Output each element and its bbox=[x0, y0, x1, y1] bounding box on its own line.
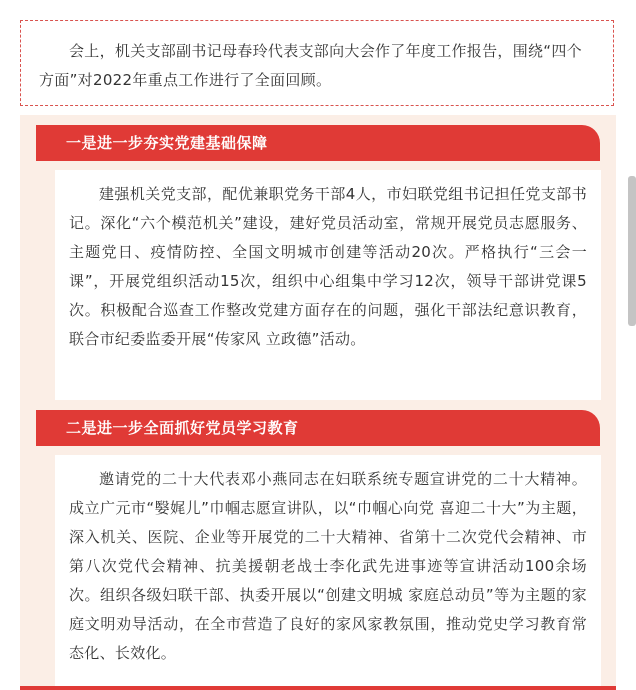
next-section-edge bbox=[20, 686, 616, 690]
section-title: 一是进一步夯实党建基础保障 bbox=[36, 125, 600, 161]
scrollbar[interactable] bbox=[628, 176, 636, 326]
intro-paragraph: 会上，机关支部副书记母春玲代表支部向大会作了年度工作报告，围绕“四个方面”对2022年重点工作进行了全面回顾。 bbox=[20, 20, 614, 106]
section-party-building bbox=[20, 115, 616, 400]
section-title: 二是进一步全面抓好党员学习教育 bbox=[36, 410, 600, 446]
section-body: 邀请党的二十大代表邓小燕同志在妇联系统专题宣讲党的二十大精神。成立广元市“嫛娓儿”巾帼志愿宣讲队，以“巾帼心向党 喜迎二十大”为主题，深入机关、医院、企业等开展党的二十大精神、省第十二次党代会精神、市第八次党代会精神、抗美援朝老战士李化武先进事迹等宣讲活动100余场次。组织各级妇联干部、执委开展以“创建文明城 家庭总动员”等为主题的家庭文明劝导活动，在全市营造了良好的家风家教氛围，推动党史学习教育常态化、长效化。 bbox=[55, 455, 601, 690]
section-body: 建强机关党支部，配优兼职党务干部4人，市妇联党组书记担任党支部书记。深化“六个模范机关”建设，建好党员活动室，常规开展党员志愿服务、主题党日、疫情防控、全国文明城市创建等活动20次。严格执行“三会一课”，开展党组织活动15次，组织中心组集中学习12次，领导干部讲党课5次。积极配合巡查工作整改党建方面存在的问题，强化干部法纪意识教育，联合市纪委监委开展“传家风 立政德”活动。 bbox=[55, 170, 601, 400]
section-party-education bbox=[20, 400, 616, 690]
